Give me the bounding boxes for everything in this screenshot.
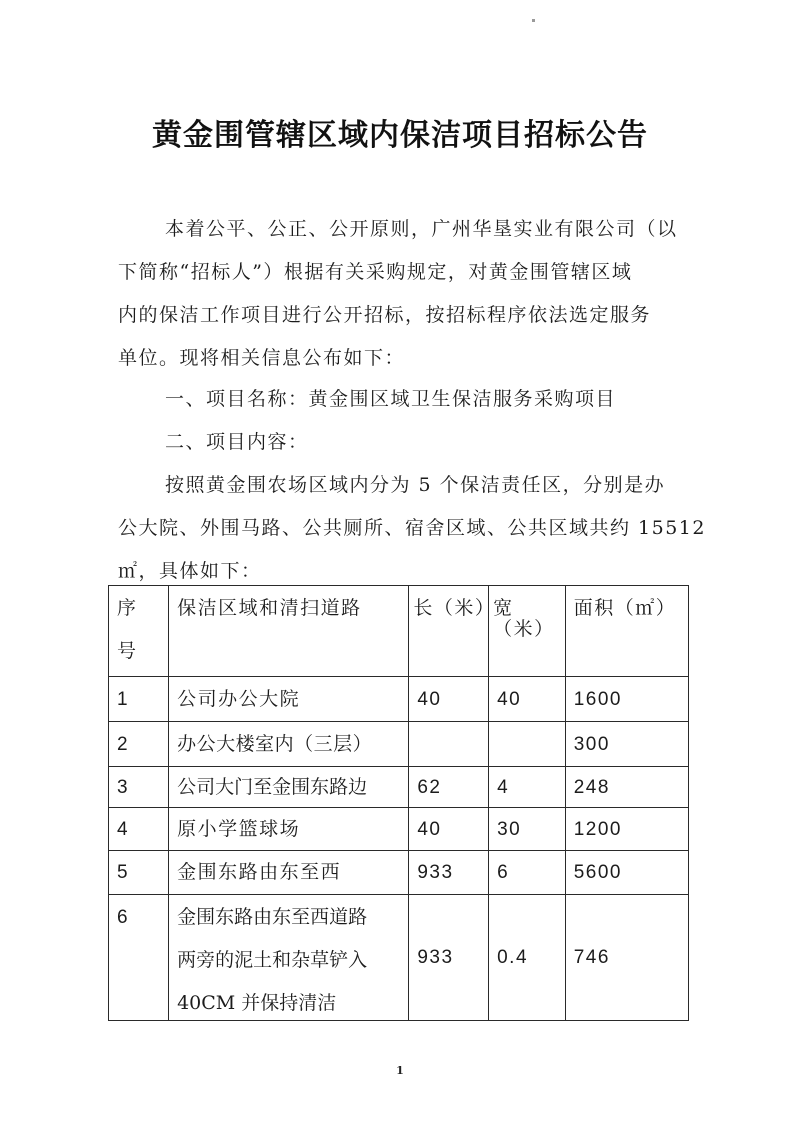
table-row: [109, 677, 689, 722]
cell-size: 5600: [565, 851, 688, 895]
cell-seq: 6: [109, 895, 169, 1021]
cell-area: 金围东路由东至西: [169, 851, 409, 895]
scan-speck: [532, 19, 535, 22]
cell-size: 746: [565, 895, 688, 1021]
table-row: [109, 808, 689, 851]
cell-seq: 1: [109, 677, 169, 722]
cell-seq: 4: [109, 808, 169, 851]
page-number: 1: [396, 1064, 404, 1077]
cell-area-line-1: 金围东路由东至西道路: [177, 906, 368, 928]
content-line-2: 公大院、外围马路、公共厕所、宿舍区域、公共区域共约 15512: [118, 517, 706, 539]
cell-seq: 2: [109, 722, 169, 767]
header-seq-line2: 号: [117, 640, 138, 662]
table-row: [109, 851, 689, 895]
cell-length: 62: [409, 767, 489, 808]
cell-area: 公司大门至金围东路边: [169, 767, 409, 808]
cell-area: 办公大楼室内（三层）: [169, 722, 409, 767]
header-area: 保洁区域和清扫道路: [169, 586, 409, 677]
header-seq-line1: 序: [117, 597, 138, 619]
table-row: [109, 895, 689, 1021]
cell-length: 40: [409, 677, 489, 722]
cell-width: [489, 722, 566, 767]
cell-width: 0.4: [489, 895, 566, 1021]
cell-area: 公司办公大院: [169, 677, 409, 722]
cell-width: 6: [489, 851, 566, 895]
cell-seq: 5: [109, 851, 169, 895]
table-row: [109, 722, 689, 767]
cell-width: 4: [489, 767, 566, 808]
cell-length: [409, 722, 489, 767]
cell-area-line-3: 40CM 并保持清洁: [177, 992, 337, 1014]
document-title: 黄金围管辖区域内保洁项目招标公告: [152, 118, 648, 153]
intro-line-3: 内的保洁工作项目进行公开招标，按招标程序依法选定服务: [118, 304, 652, 326]
intro-line-2: 下简称“招标人”）根据有关采购规定，对黄金围管辖区域: [118, 261, 633, 283]
cell-size: 1200: [565, 808, 688, 851]
cell-length: 40: [409, 808, 489, 851]
cell-area: [169, 895, 409, 1021]
cell-area-line-2: 两旁的泥土和杂草铲入: [177, 949, 368, 971]
content-line-1: 按照黄金围农场区域内分为 5 个保洁责任区，分别是办: [165, 474, 666, 496]
cell-size: 248: [565, 767, 688, 808]
header-size: 面积（㎡）: [565, 586, 688, 677]
section-project-content: 二、项目内容：: [165, 431, 309, 453]
intro-line-1: 本着公平、公正、公开原则，广州华垦实业有限公司（以: [165, 218, 678, 240]
cell-length: 933: [409, 895, 489, 1021]
header-seq: [109, 586, 169, 677]
header-length: 长（米）: [409, 586, 489, 677]
cell-size: 300: [565, 722, 688, 767]
section-project-name: 一、项目名称：黄金围区域卫生保洁服务采购项目: [165, 388, 617, 410]
header-width: 宽（米）: [489, 586, 566, 677]
cell-size: 1600: [565, 677, 688, 722]
cell-length: 933: [409, 851, 489, 895]
intro-line-4: 单位。现将相关信息公布如下：: [118, 347, 406, 369]
content-line-3: ㎡，具体如下：: [118, 560, 262, 582]
cell-area: 原小学篮球场: [169, 808, 409, 851]
cell-width: 40: [489, 677, 566, 722]
cell-width: 30: [489, 808, 566, 851]
table-row: [109, 767, 689, 808]
table-header-row: [109, 586, 689, 677]
cell-seq: 3: [109, 767, 169, 808]
cleaning-areas-table: [108, 585, 689, 1021]
